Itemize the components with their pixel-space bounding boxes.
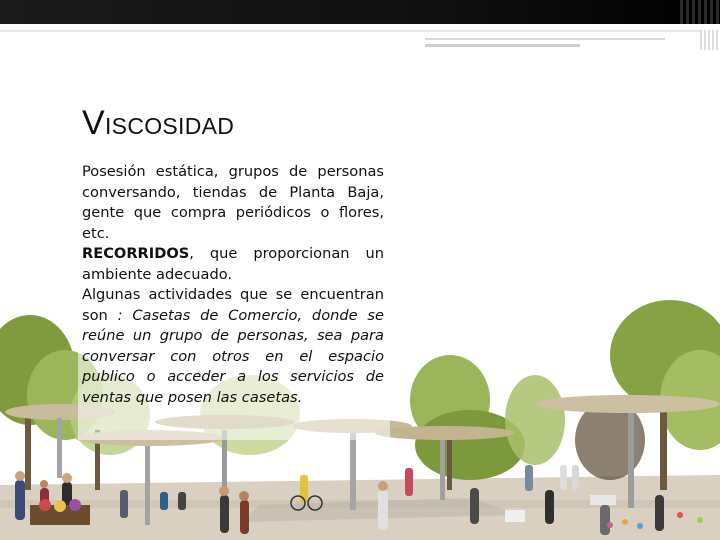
recorridos-keyword: RECORRIDOS bbox=[82, 245, 190, 262]
tree-canopy bbox=[505, 375, 565, 465]
balloon bbox=[622, 519, 628, 525]
slide-body bbox=[82, 162, 384, 408]
header-rule bbox=[0, 30, 720, 32]
accent-rule-long bbox=[425, 38, 665, 40]
flower bbox=[39, 499, 51, 511]
umbrella-pole bbox=[628, 408, 634, 508]
title-initial: V bbox=[82, 104, 105, 142]
umbrella-pole bbox=[350, 432, 356, 510]
bench bbox=[505, 510, 525, 522]
header-stripes bbox=[680, 0, 720, 24]
person-head bbox=[40, 480, 48, 488]
umbrella-top bbox=[536, 395, 720, 413]
umbrella-pole bbox=[440, 435, 445, 500]
person bbox=[600, 505, 610, 535]
paragraph-actividades bbox=[82, 285, 384, 408]
person-head bbox=[15, 471, 25, 481]
person-head bbox=[239, 491, 249, 501]
balloon bbox=[637, 523, 643, 529]
umbrella-pole bbox=[145, 440, 150, 525]
person bbox=[470, 488, 479, 524]
title-rest: ISCOSIDAD bbox=[104, 113, 235, 139]
person bbox=[560, 465, 567, 490]
slide-title bbox=[82, 104, 234, 143]
person bbox=[178, 492, 186, 510]
balloon bbox=[607, 522, 613, 528]
trees-right bbox=[575, 300, 720, 490]
person bbox=[240, 500, 249, 534]
tree-trunk bbox=[660, 400, 667, 490]
paragraph-recorridos bbox=[82, 244, 384, 285]
person bbox=[572, 465, 579, 490]
umbrella-top bbox=[375, 426, 515, 440]
paragraph-posesion: Posesión estática, grupos de personas conversando, tiendas de Planta Baja, gente que compra periódicos o flores, etc. bbox=[82, 163, 384, 242]
person bbox=[545, 490, 554, 524]
person-head bbox=[62, 473, 72, 483]
umbrella-pole bbox=[57, 418, 62, 478]
tree-trunk bbox=[25, 410, 31, 490]
header-bar bbox=[0, 0, 720, 24]
person bbox=[378, 490, 388, 530]
person bbox=[220, 495, 229, 533]
bench bbox=[590, 495, 616, 505]
person bbox=[15, 480, 25, 520]
person-head bbox=[378, 481, 388, 491]
corner-stripes bbox=[700, 30, 720, 50]
balloon bbox=[697, 517, 703, 523]
flower bbox=[69, 499, 81, 511]
accent-rule-short bbox=[425, 44, 580, 47]
actividades-intro: Algunas actividades que se encuentran son bbox=[82, 286, 384, 324]
person-head bbox=[219, 486, 229, 496]
recorridos-text: , que proporcionan un ambiente adecuado. bbox=[82, 245, 384, 283]
person bbox=[160, 492, 168, 510]
person bbox=[405, 468, 413, 496]
actividades-casetas: : Casetas de Comercio, donde se reúne un grupo de personas, sea para conversar con otros en el espacio publico o acceder a los servicios de ventas que posen las casetas. bbox=[82, 306, 384, 406]
flower bbox=[54, 500, 66, 512]
person bbox=[655, 495, 664, 531]
person bbox=[120, 490, 128, 518]
balloon bbox=[677, 512, 683, 518]
person bbox=[525, 465, 533, 491]
